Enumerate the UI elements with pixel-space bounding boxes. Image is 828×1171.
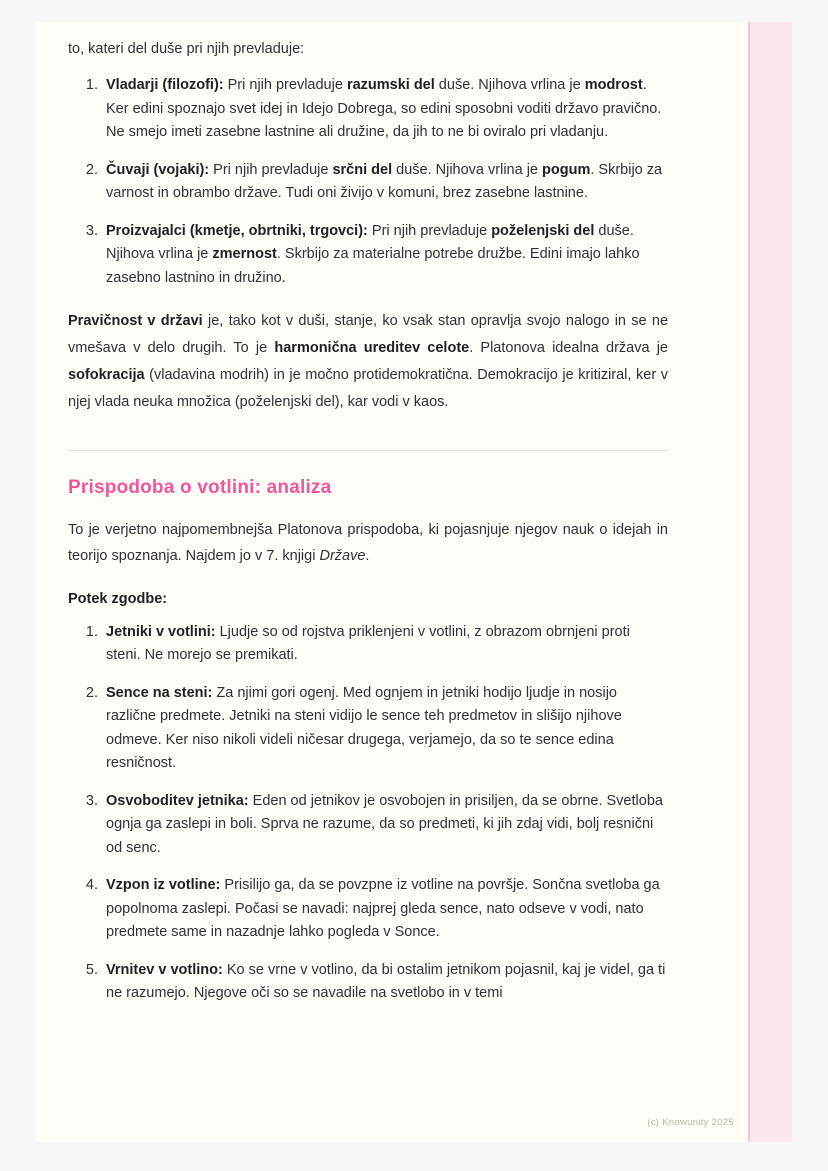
- list-item-title: Vrnitev v votlino:: [106, 961, 223, 978]
- justice-paragraph: Pravičnost v državi je, tako kot v duši, stanje, ko vsak stan opravlja svojo nalogo in se ne vmešava v delo drugih. To je harmonična ureditev celote. Platonova idealna država je sofokracija (vladavina modrih) in je močno protidemokratična. Demokracijo je kritiziral, ker v njej vlada neuka množica (poželenjski del), kar vodi v kaos.: [68, 313, 669, 410]
- list-item-body: Prisilijo ga, da se povzpne iz votline na površje. Sončna svetloba ga popolnoma zaslepi. Počasi se navadi: najprej gleda sence, nato odseve v vodi, nato predmete same in nazadnje lahko pogleda v Sonce.: [106, 877, 660, 941]
- story-subheading: Potek zgodbe:: [68, 590, 168, 607]
- list-item-body: Ljudje so od rojstva priklenjeni v votlini, z obrazom obrnjeni proti steni. Ne morejo se premikati.: [106, 623, 630, 664]
- cave-story-list: [68, 621, 668, 1006]
- section-intro-paragraph: To je verjetno najpomembnejša Platonova prispodoba, ki pojasnjuje njegov nauk o idejah in teorijo spoznanja. Najdem jo v 7. knjigi Države.: [68, 521, 668, 564]
- list-item-body: Ko se vrne v votlino, da bi ostalim jetnikom pojasnil, kaj je videl, ga ti ne razumejo. Njegove oči so se navadile na svetlobo in v temi: [106, 961, 666, 1002]
- document-page: [36, 22, 792, 1142]
- list-item-title: Proizvajalci (kmetje, obrtniki, trgovci):: [106, 222, 368, 239]
- list-item-body: Za njimi gori ogenj. Med ognjem in jetniki hodijo ljudje in nosijo različne predmete. Jetniki na steni vidijo le sence teh predmetov in slišijo njihove odmeve. Ker niso nikoli videli ničesar drugega, verjamejo, da so te sence edina resničnost.: [106, 684, 622, 772]
- list-item: [102, 790, 668, 860]
- list-item: [102, 220, 668, 290]
- list-item-title: Osvoboditev jetnika:: [106, 792, 249, 809]
- list-item-title: Čuvaji (vojaki):: [106, 161, 210, 178]
- list-item-title: Sence na steni:: [106, 684, 213, 701]
- list-item: [102, 682, 668, 776]
- soul-classes-list: [68, 74, 668, 290]
- list-item-body: Eden od jetnikov je osvobojen in prisiljen, da se obrne. Svetloba ognja ga zaslepi in boli. Sprva ne razume, da so predmeti, ki jih zdaj vidi, bolj resnični od senc.: [106, 792, 663, 856]
- document-content: [68, 22, 668, 1142]
- list-item-body: Pri njih prevladuje razumski del duše. Njihova vrlina je modrost. Ker edini spoznajo svet idej in Idejo Dobrega, so edini sposobni voditi državo pravično. Ne smejo imeti zasebne lastnine ali družine, da jih to ne bi oviralo pri vladanju.: [106, 77, 662, 141]
- section-heading: Prispodoba o votlini: analiza: [68, 476, 332, 498]
- lead-paragraph: to, kateri del duše pri njih prevladuje:: [68, 41, 305, 57]
- list-item-body: Pri njih prevladuje srčni del duše. Njihova vrlina je pogum. Skrbijo za varnost in obrambo države. Tudi oni živijo v komuni, brez zasebne lastnine.: [106, 161, 663, 202]
- list-item: [102, 74, 668, 144]
- list-item: [102, 874, 668, 944]
- list-item-title: Jetniki v votlini:: [106, 623, 216, 640]
- list-item-title: Vzpon iz votline:: [106, 877, 221, 894]
- list-item-title: Vladarji (filozofi):: [106, 77, 224, 94]
- decorative-pink-band: [748, 22, 792, 1142]
- list-item-body: Pri njih prevladuje poželenjski del duše. Njihova vrlina je zmernost. Skrbijo za materialne potrebe družbe. Edini imajo lahko zasebno lastnino in družino.: [106, 222, 640, 286]
- section-divider: [68, 450, 668, 451]
- list-item: [102, 621, 668, 668]
- footer-credit: (c) Knowunity 2025: [647, 1117, 734, 1128]
- list-item: [102, 959, 668, 1006]
- list-item: [102, 159, 668, 206]
